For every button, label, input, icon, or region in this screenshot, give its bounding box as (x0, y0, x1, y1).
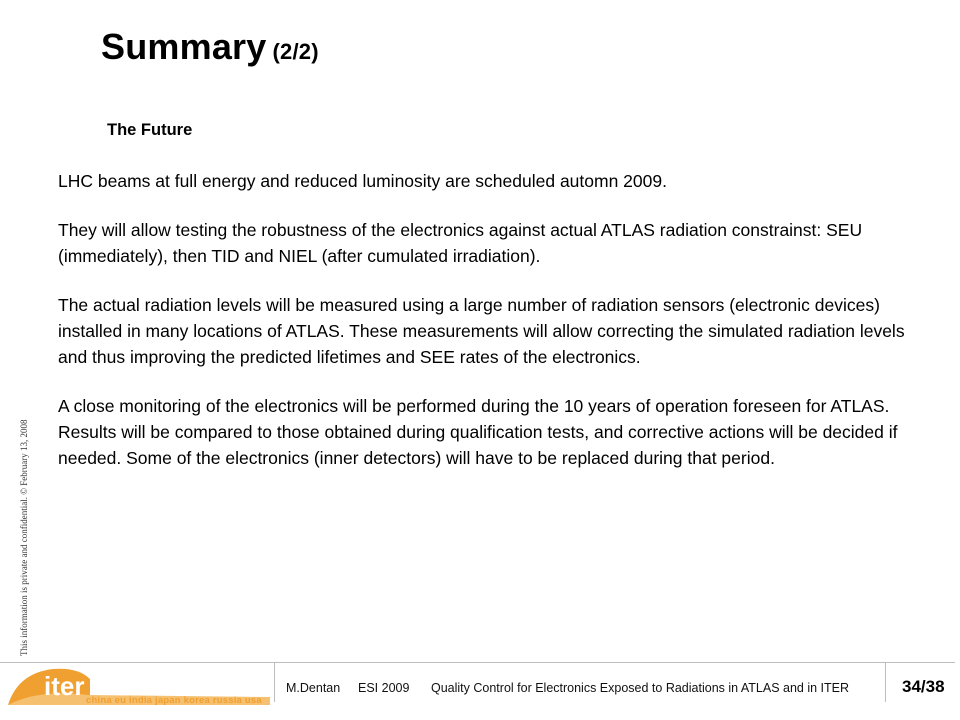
paragraph: The actual radiation levels will be measured using a large number of radiation sensors (electronic devices) installed in many locations of ATLAS. These measurements will allow correcting the simulated radiation levels and thus improving the predicted lifetimes and SEE rates of the electronics. (58, 295, 905, 367)
slide-title-main: Summary (101, 26, 267, 67)
page-number: 34/38 (902, 677, 945, 696)
slide-body (58, 168, 908, 494)
logo-word: iter (44, 671, 85, 701)
footer-separator (885, 662, 886, 702)
slide-title-suffix: (2/2) (272, 39, 319, 64)
paragraph: They will allow testing the robustness of the electronics against actual ATLAS radiation constrainst: SEU (immediately), then TID and NIEL (after cumulated irradiation). (58, 220, 863, 266)
footer-talk-title: Quality Control for Electronics Exposed to Radiations in ATLAS and in ITER (431, 681, 850, 695)
paragraph: A close monitoring of the electronics will be performed during the 10 years of operation foreseen for ATLAS. Results will be compared to those obtained during qualification tests, and corrective actions will be decided if needed. Some of the electronics (inner detectors) will have to be replaced during that period. (58, 396, 898, 468)
logo-tagline: china eu india japan korea russia usa (86, 695, 262, 706)
footer-author: M.Dentan (286, 681, 341, 695)
footer-event: ESI 2009 (358, 681, 410, 695)
section-heading: The Future (107, 121, 193, 139)
paragraph: LHC beams at full energy and reduced luminosity are scheduled automn 2009. (58, 171, 667, 191)
confidentiality-note: This information is private and confidential. © February 13, 2008 (19, 419, 29, 656)
footer-divider-line (0, 662, 955, 663)
slide-title (101, 26, 319, 68)
footer-separator (274, 662, 275, 702)
